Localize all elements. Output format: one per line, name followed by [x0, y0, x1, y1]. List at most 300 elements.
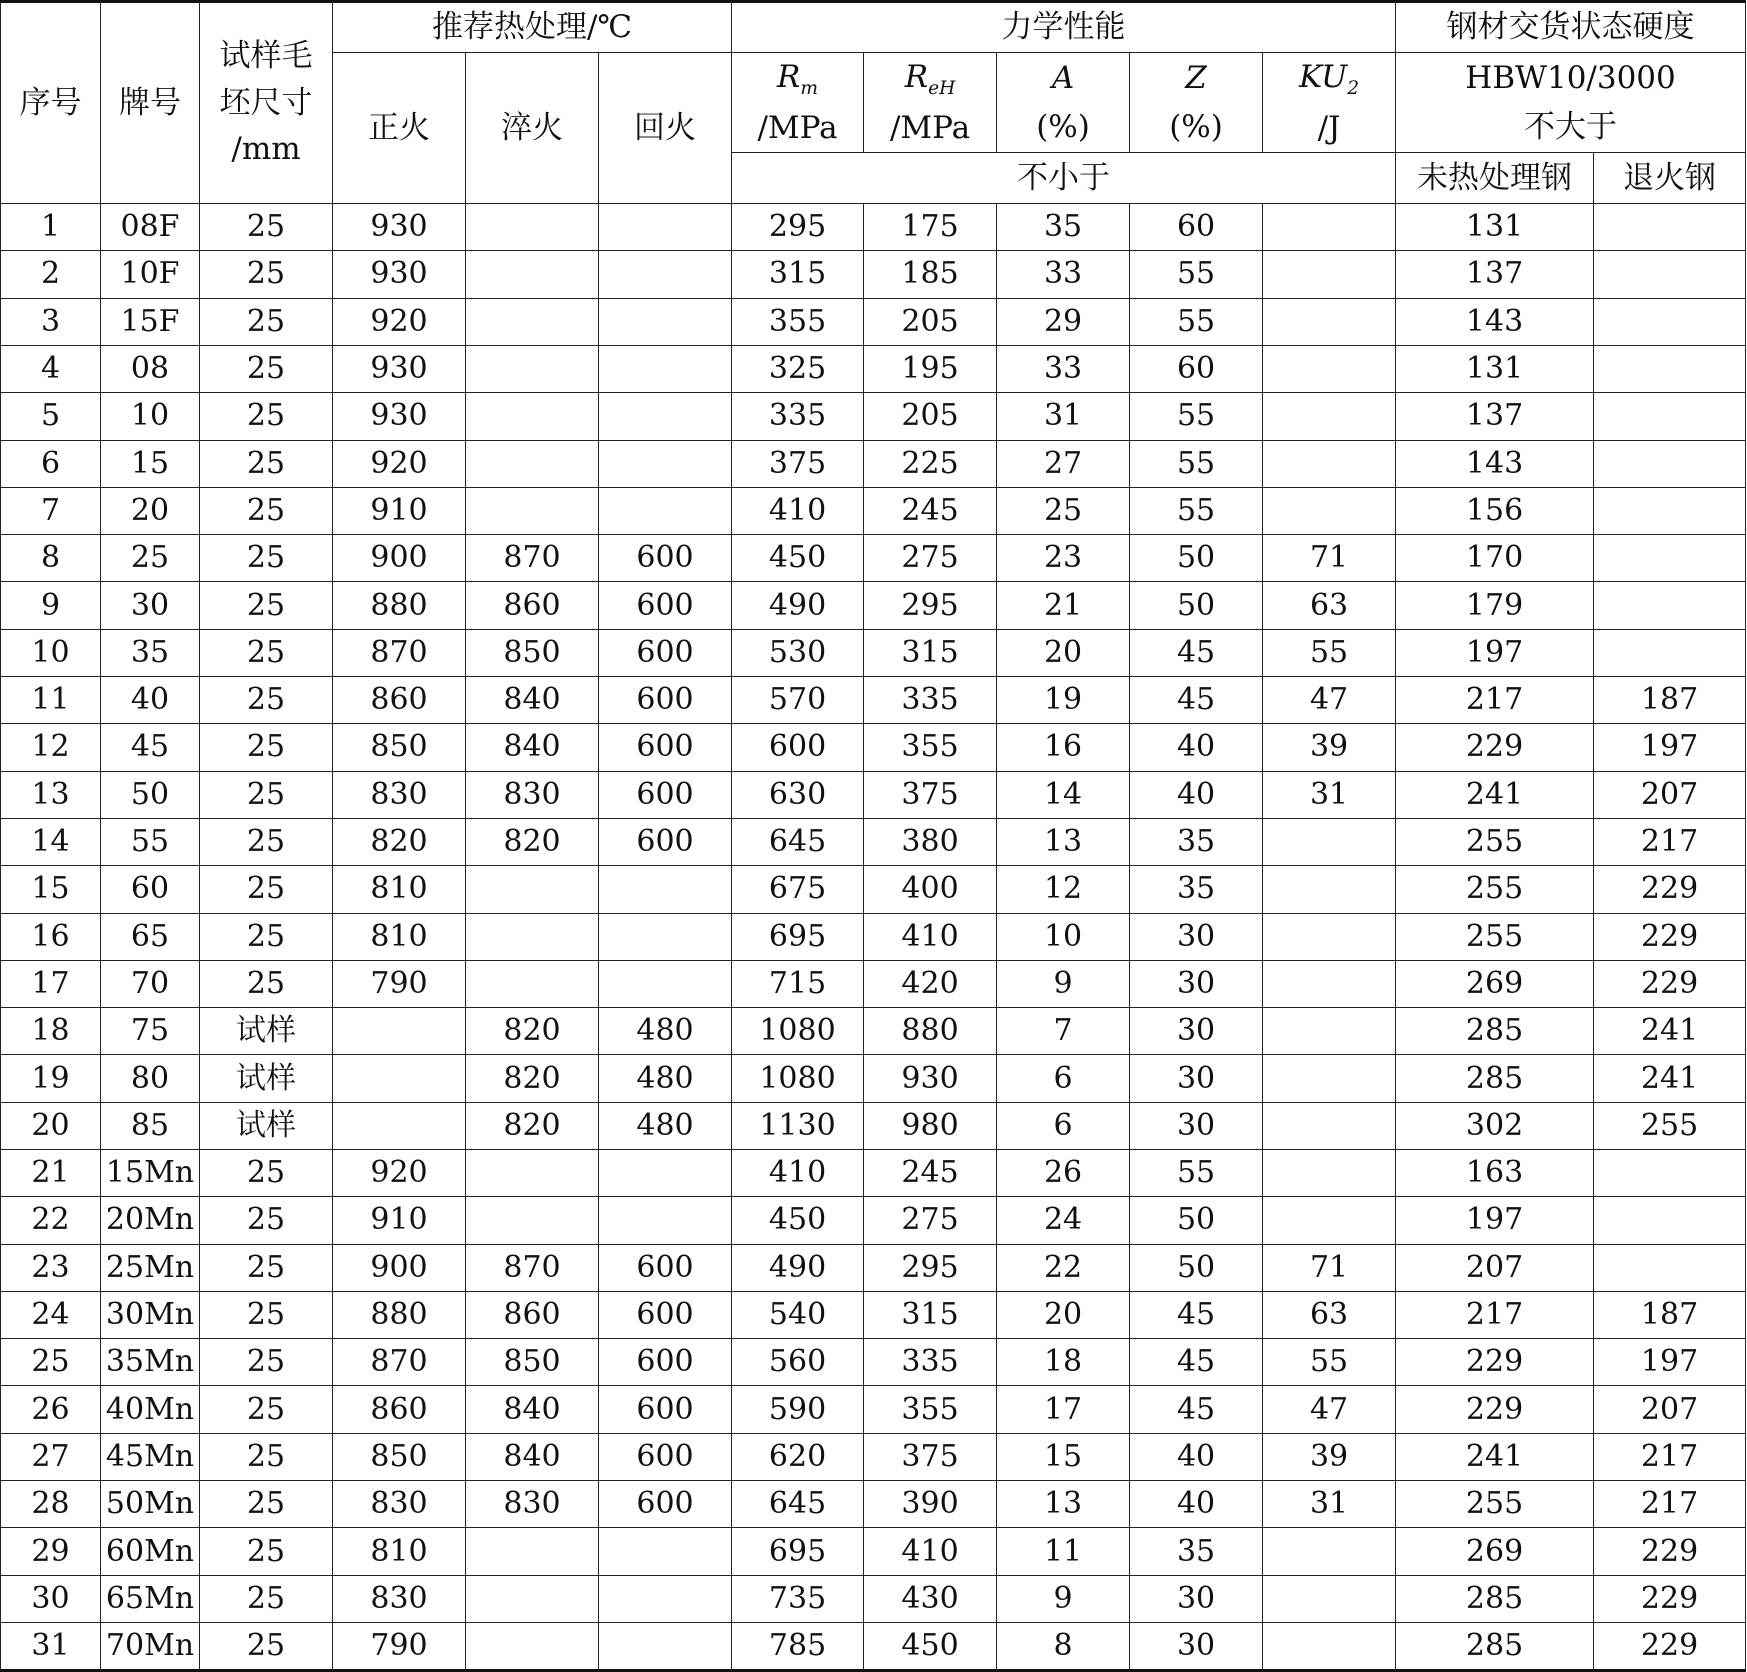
- cell-hbw-annealed: [1594, 251, 1746, 298]
- cell-z: 40: [1130, 771, 1263, 818]
- cell-normalize: 920: [333, 440, 466, 487]
- cell-hbw-annealed: 229: [1594, 1622, 1746, 1670]
- cell-blank-size: 25: [200, 1149, 333, 1196]
- cell-a: 13: [997, 818, 1130, 865]
- cell-quench: [466, 1197, 599, 1244]
- cell-normalize: 870: [333, 1339, 466, 1386]
- cell-grade: 40: [101, 677, 200, 724]
- cell-ku: [1263, 818, 1396, 865]
- cell-rm: 620: [732, 1433, 864, 1480]
- cell-grade: 60: [101, 866, 200, 913]
- cell-rm: 375: [732, 440, 864, 487]
- cell-a: 20: [997, 629, 1130, 676]
- table-row: [1, 345, 1746, 392]
- cell-a: 10: [997, 913, 1130, 960]
- cell-grade: 25: [101, 535, 200, 582]
- cell-a: 27: [997, 440, 1130, 487]
- cell-hbw-untreated: 170: [1396, 535, 1594, 582]
- table-row: [1, 866, 1746, 913]
- cell-seq: 10: [1, 629, 101, 676]
- cell-ku: [1263, 393, 1396, 440]
- cell-z: 50: [1130, 535, 1263, 582]
- cell-a: 6: [997, 1102, 1130, 1149]
- cell-blank-size: 25: [200, 1339, 333, 1386]
- cell-normalize: 850: [333, 1433, 466, 1480]
- cell-grade: 08: [101, 345, 200, 392]
- cell-a: 23: [997, 535, 1130, 582]
- table-row: [1, 1481, 1746, 1528]
- cell-normalize: 930: [333, 345, 466, 392]
- cell-rm: 735: [732, 1575, 864, 1622]
- cell-grade: 50: [101, 771, 200, 818]
- table-row: [1, 818, 1746, 865]
- cell-temper: 600: [599, 1433, 732, 1480]
- cell-ku: [1263, 251, 1396, 298]
- cell-rm: 785: [732, 1622, 864, 1670]
- cell-hbw-untreated: 156: [1396, 487, 1594, 534]
- cell-quench: [466, 251, 599, 298]
- header-not-less-than: 不小于: [732, 153, 1396, 204]
- cell-a: 8: [997, 1622, 1130, 1670]
- cell-ku: [1263, 1575, 1396, 1622]
- cell-z: 50: [1130, 1244, 1263, 1291]
- cell-hbw-untreated: 217: [1396, 1291, 1594, 1338]
- cell-ku: 39: [1263, 1433, 1396, 1480]
- cell-reh: 195: [864, 345, 997, 392]
- cell-normalize: 860: [333, 677, 466, 724]
- cell-rm: 355: [732, 298, 864, 345]
- cell-quench: 860: [466, 1291, 599, 1338]
- cell-quench: 840: [466, 724, 599, 771]
- cell-rm: 410: [732, 1149, 864, 1196]
- cell-seq: 19: [1, 1055, 101, 1102]
- cell-a: 12: [997, 866, 1130, 913]
- cell-reh: 355: [864, 1386, 997, 1433]
- header-blank-size: 试样毛 坯尺寸 /mm: [200, 2, 333, 204]
- cell-rm: 590: [732, 1386, 864, 1433]
- cell-blank-size: 25: [200, 629, 333, 676]
- cell-temper: [599, 487, 732, 534]
- cell-blank-size: 25: [200, 535, 333, 582]
- cell-rm: 490: [732, 1244, 864, 1291]
- cell-temper: 600: [599, 677, 732, 724]
- cell-z: 50: [1130, 582, 1263, 629]
- cell-blank-size: 25: [200, 1433, 333, 1480]
- cell-quench: [466, 440, 599, 487]
- cell-rm: 315: [732, 251, 864, 298]
- cell-hbw-untreated: 143: [1396, 440, 1594, 487]
- table-row: [1, 1008, 1746, 1055]
- cell-blank-size: 25: [200, 960, 333, 1007]
- cell-z: 55: [1130, 487, 1263, 534]
- cell-temper: [599, 251, 732, 298]
- cell-ku: [1263, 1055, 1396, 1102]
- cell-normalize: 870: [333, 629, 466, 676]
- cell-z: 55: [1130, 298, 1263, 345]
- cell-z: 30: [1130, 913, 1263, 960]
- cell-z: 30: [1130, 1575, 1263, 1622]
- cell-blank-size: 25: [200, 204, 333, 251]
- cell-hbw-untreated: 217: [1396, 677, 1594, 724]
- cell-a: 9: [997, 960, 1130, 1007]
- cell-normalize: 920: [333, 1149, 466, 1196]
- cell-normalize: 910: [333, 1197, 466, 1244]
- cell-blank-size: 25: [200, 251, 333, 298]
- header-mechanical-properties: 力学性能: [732, 2, 1396, 53]
- cell-seq: 2: [1, 251, 101, 298]
- cell-hbw-annealed: 207: [1594, 771, 1746, 818]
- cell-grade: 20Mn: [101, 1197, 200, 1244]
- cell-temper: [599, 345, 732, 392]
- cell-seq: 28: [1, 1481, 101, 1528]
- cell-temper: 600: [599, 724, 732, 771]
- cell-ku: 31: [1263, 771, 1396, 818]
- cell-hbw-untreated: 302: [1396, 1102, 1594, 1149]
- cell-ku: [1263, 1622, 1396, 1670]
- cell-hbw-untreated: 229: [1396, 1386, 1594, 1433]
- header-ku: $KU_2$ /J: [1263, 53, 1396, 153]
- cell-a: 31: [997, 393, 1130, 440]
- cell-quench: [466, 298, 599, 345]
- cell-reh: 225: [864, 440, 997, 487]
- cell-temper: 600: [599, 818, 732, 865]
- cell-z: 30: [1130, 960, 1263, 1007]
- cell-rm: 530: [732, 629, 864, 676]
- cell-blank-size: 25: [200, 1575, 333, 1622]
- cell-reh: 880: [864, 1008, 997, 1055]
- cell-z: 45: [1130, 1386, 1263, 1433]
- table-row: [1, 1291, 1746, 1338]
- cell-seq: 18: [1, 1008, 101, 1055]
- cell-hbw-annealed: 229: [1594, 960, 1746, 1007]
- cell-normalize: 900: [333, 535, 466, 582]
- cell-quench: 840: [466, 1386, 599, 1433]
- cell-z: 60: [1130, 345, 1263, 392]
- cell-hbw-annealed: [1594, 629, 1746, 676]
- cell-reh: 245: [864, 487, 997, 534]
- cell-reh: 420: [864, 960, 997, 1007]
- cell-seq: 12: [1, 724, 101, 771]
- cell-temper: 480: [599, 1102, 732, 1149]
- cell-blank-size: 试样: [200, 1055, 333, 1102]
- cell-hbw-untreated: 241: [1396, 1433, 1594, 1480]
- cell-z: 30: [1130, 1622, 1263, 1670]
- table-row: [1, 771, 1746, 818]
- cell-seq: 25: [1, 1339, 101, 1386]
- cell-normalize: 830: [333, 1575, 466, 1622]
- header-heat-treatment: 推荐热处理/℃: [333, 2, 732, 53]
- cell-seq: 14: [1, 818, 101, 865]
- cell-ku: [1263, 204, 1396, 251]
- table-row: [1, 1055, 1746, 1102]
- cell-reh: 380: [864, 818, 997, 865]
- table-row: [1, 1339, 1746, 1386]
- table-header: [1, 2, 1746, 204]
- cell-normalize: 930: [333, 393, 466, 440]
- cell-a: 33: [997, 251, 1130, 298]
- cell-ku: [1263, 1008, 1396, 1055]
- cell-hbw-annealed: 197: [1594, 724, 1746, 771]
- cell-reh: 335: [864, 1339, 997, 1386]
- cell-reh: 980: [864, 1102, 997, 1149]
- cell-ku: 47: [1263, 677, 1396, 724]
- cell-ku: 47: [1263, 1386, 1396, 1433]
- cell-reh: 390: [864, 1481, 997, 1528]
- cell-hbw-untreated: 163: [1396, 1149, 1594, 1196]
- cell-hbw-annealed: 229: [1594, 1528, 1746, 1575]
- cell-z: 55: [1130, 251, 1263, 298]
- cell-temper: [599, 440, 732, 487]
- header-annealed-steel: 退火钢: [1594, 153, 1746, 204]
- cell-a: 14: [997, 771, 1130, 818]
- cell-reh: 410: [864, 913, 997, 960]
- cell-seq: 17: [1, 960, 101, 1007]
- cell-a: 22: [997, 1244, 1130, 1291]
- cell-rm: 325: [732, 345, 864, 392]
- cell-hbw-annealed: 187: [1594, 1291, 1746, 1338]
- table-row: [1, 724, 1746, 771]
- cell-hbw-annealed: 255: [1594, 1102, 1746, 1149]
- cell-temper: [599, 1197, 732, 1244]
- cell-quench: [466, 1149, 599, 1196]
- cell-z: 35: [1130, 1528, 1263, 1575]
- cell-ku: [1263, 913, 1396, 960]
- cell-quench: 820: [466, 818, 599, 865]
- cell-normalize: 860: [333, 1386, 466, 1433]
- cell-hbw-annealed: [1594, 298, 1746, 345]
- cell-blank-size: 25: [200, 1528, 333, 1575]
- cell-hbw-untreated: 143: [1396, 298, 1594, 345]
- ku-symbol: $KU_2$: [1299, 59, 1360, 100]
- table-row: [1, 629, 1746, 676]
- cell-quench: 850: [466, 1339, 599, 1386]
- cell-seq: 1: [1, 204, 101, 251]
- cell-rm: 1080: [732, 1055, 864, 1102]
- reh-symbol: $R_{eH}$: [904, 59, 956, 100]
- cell-hbw-annealed: [1594, 393, 1746, 440]
- header-hardness-sub: HBW10/3000 不大于: [1396, 53, 1746, 153]
- cell-quench: 860: [466, 582, 599, 629]
- cell-quench: [466, 487, 599, 534]
- cell-rm: 490: [732, 582, 864, 629]
- header-normalize: 正火: [333, 53, 466, 204]
- cell-rm: 645: [732, 1481, 864, 1528]
- cell-hbw-untreated: 131: [1396, 345, 1594, 392]
- cell-ku: [1263, 487, 1396, 534]
- table-row: [1, 298, 1746, 345]
- cell-rm: 410: [732, 487, 864, 534]
- cell-seq: 8: [1, 535, 101, 582]
- table-row: [1, 1575, 1746, 1622]
- cell-reh: 930: [864, 1055, 997, 1102]
- cell-quench: 830: [466, 771, 599, 818]
- cell-quench: 820: [466, 1102, 599, 1149]
- cell-z: 40: [1130, 724, 1263, 771]
- cell-seq: 13: [1, 771, 101, 818]
- cell-hbw-annealed: 207: [1594, 1386, 1746, 1433]
- cell-temper: 480: [599, 1008, 732, 1055]
- cell-rm: 675: [732, 866, 864, 913]
- cell-quench: [466, 204, 599, 251]
- cell-temper: [599, 866, 732, 913]
- cell-hbw-untreated: 137: [1396, 393, 1594, 440]
- cell-grade: 10F: [101, 251, 200, 298]
- cell-reh: 185: [864, 251, 997, 298]
- cell-ku: 55: [1263, 629, 1396, 676]
- table-row: [1, 677, 1746, 724]
- cell-seq: 26: [1, 1386, 101, 1433]
- cell-grade: 35: [101, 629, 200, 676]
- cell-quench: 850: [466, 629, 599, 676]
- cell-seq: 21: [1, 1149, 101, 1196]
- cell-z: 35: [1130, 818, 1263, 865]
- cell-reh: 355: [864, 724, 997, 771]
- rm-symbol: $R_m$: [777, 59, 819, 100]
- cell-ku: [1263, 298, 1396, 345]
- cell-hbw-untreated: 285: [1396, 1055, 1594, 1102]
- cell-normalize: 810: [333, 913, 466, 960]
- cell-grade: 70: [101, 960, 200, 1007]
- cell-reh: 205: [864, 393, 997, 440]
- cell-grade: 25Mn: [101, 1244, 200, 1291]
- cell-temper: 600: [599, 1291, 732, 1338]
- cell-rm: 450: [732, 535, 864, 582]
- cell-z: 50: [1130, 1197, 1263, 1244]
- cell-z: 55: [1130, 393, 1263, 440]
- cell-z: 30: [1130, 1055, 1263, 1102]
- cell-a: 25: [997, 487, 1130, 534]
- cell-temper: [599, 1575, 732, 1622]
- cell-seq: 5: [1, 393, 101, 440]
- cell-hbw-annealed: 241: [1594, 1055, 1746, 1102]
- cell-grade: 75: [101, 1008, 200, 1055]
- cell-quench: [466, 345, 599, 392]
- table-row: [1, 1622, 1746, 1670]
- cell-seq: 31: [1, 1622, 101, 1670]
- cell-quench: [466, 913, 599, 960]
- cell-rm: 600: [732, 724, 864, 771]
- cell-hbw-annealed: 217: [1594, 1481, 1746, 1528]
- cell-hbw-annealed: [1594, 204, 1746, 251]
- cell-grade: 15Mn: [101, 1149, 200, 1196]
- cell-hbw-untreated: 255: [1396, 818, 1594, 865]
- cell-normalize: 850: [333, 724, 466, 771]
- cell-normalize: 820: [333, 818, 466, 865]
- cell-hbw-annealed: 217: [1594, 1433, 1746, 1480]
- cell-a: 33: [997, 345, 1130, 392]
- cell-seq: 16: [1, 913, 101, 960]
- table-row: [1, 393, 1746, 440]
- header-a: A (%): [997, 53, 1130, 153]
- cell-blank-size: 25: [200, 818, 333, 865]
- cell-blank-size: 25: [200, 440, 333, 487]
- cell-grade: 15F: [101, 298, 200, 345]
- cell-temper: 600: [599, 582, 732, 629]
- cell-rm: 295: [732, 204, 864, 251]
- table-row: [1, 1102, 1746, 1149]
- cell-rm: 630: [732, 771, 864, 818]
- cell-normalize: 920: [333, 298, 466, 345]
- table-row: [1, 1197, 1746, 1244]
- cell-ku: [1263, 960, 1396, 1007]
- cell-reh: 315: [864, 1291, 997, 1338]
- cell-blank-size: 25: [200, 1244, 333, 1291]
- cell-quench: 870: [466, 535, 599, 582]
- cell-a: 17: [997, 1386, 1130, 1433]
- cell-a: 11: [997, 1528, 1130, 1575]
- cell-blank-size: 试样: [200, 1102, 333, 1149]
- cell-ku: 71: [1263, 535, 1396, 582]
- cell-hbw-annealed: [1594, 440, 1746, 487]
- cell-temper: 480: [599, 1055, 732, 1102]
- cell-quench: [466, 866, 599, 913]
- table-row: [1, 1528, 1746, 1575]
- cell-seq: 15: [1, 866, 101, 913]
- cell-ku: 31: [1263, 1481, 1396, 1528]
- header-rm: $R_m$ /MPa: [732, 53, 864, 153]
- cell-reh: 335: [864, 677, 997, 724]
- cell-grade: 65: [101, 913, 200, 960]
- header-reh: $R_{eH}$ /MPa: [864, 53, 997, 153]
- cell-seq: 20: [1, 1102, 101, 1149]
- cell-ku: 63: [1263, 1291, 1396, 1338]
- cell-temper: [599, 913, 732, 960]
- cell-blank-size: 25: [200, 913, 333, 960]
- cell-reh: 275: [864, 1197, 997, 1244]
- cell-grade: 30: [101, 582, 200, 629]
- cell-grade: 40Mn: [101, 1386, 200, 1433]
- cell-reh: 400: [864, 866, 997, 913]
- cell-grade: 10: [101, 393, 200, 440]
- table-row: [1, 582, 1746, 629]
- table-row: [1, 1244, 1746, 1291]
- cell-grade: 45Mn: [101, 1433, 200, 1480]
- cell-rm: 695: [732, 1528, 864, 1575]
- cell-seq: 6: [1, 440, 101, 487]
- cell-temper: [599, 1528, 732, 1575]
- cell-ku: [1263, 1102, 1396, 1149]
- cell-rm: 560: [732, 1339, 864, 1386]
- cell-grade: 60Mn: [101, 1528, 200, 1575]
- cell-quench: 840: [466, 677, 599, 724]
- cell-ku: 55: [1263, 1339, 1396, 1386]
- cell-hbw-untreated: 241: [1396, 771, 1594, 818]
- cell-rm: 1130: [732, 1102, 864, 1149]
- cell-hbw-untreated: 285: [1396, 1008, 1594, 1055]
- cell-grade: 50Mn: [101, 1481, 200, 1528]
- cell-blank-size: 25: [200, 724, 333, 771]
- cell-temper: 600: [599, 1339, 732, 1386]
- table-row: [1, 1386, 1746, 1433]
- cell-a: 35: [997, 204, 1130, 251]
- cell-rm: 645: [732, 818, 864, 865]
- cell-a: 18: [997, 1339, 1130, 1386]
- cell-hbw-annealed: [1594, 1197, 1746, 1244]
- cell-a: 29: [997, 298, 1130, 345]
- cell-blank-size: 25: [200, 298, 333, 345]
- cell-seq: 3: [1, 298, 101, 345]
- cell-normalize: 830: [333, 1481, 466, 1528]
- cell-z: 35: [1130, 866, 1263, 913]
- cell-blank-size: 25: [200, 1386, 333, 1433]
- cell-temper: [599, 1149, 732, 1196]
- cell-blank-size: 25: [200, 771, 333, 818]
- cell-a: 16: [997, 724, 1130, 771]
- cell-quench: [466, 1575, 599, 1622]
- cell-hbw-untreated: 255: [1396, 913, 1594, 960]
- cell-hbw-annealed: [1594, 345, 1746, 392]
- cell-seq: 27: [1, 1433, 101, 1480]
